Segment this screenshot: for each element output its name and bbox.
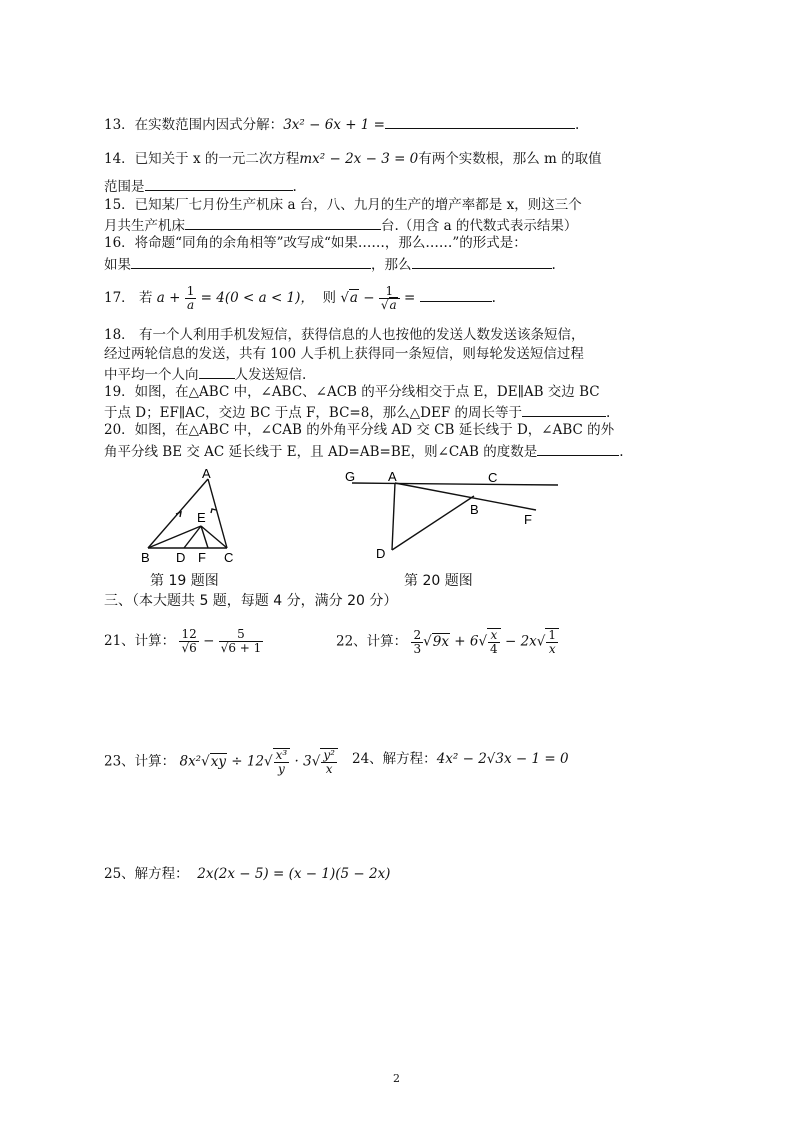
q15-line2b: 台.（用含 a 的代数式表示结果） bbox=[381, 218, 578, 234]
q15-line2a: 月共生产机床 bbox=[104, 218, 185, 234]
fig20-label-B: B bbox=[470, 502, 479, 517]
figure-20-caption: 第 20 题图 bbox=[404, 573, 473, 589]
fig20-label-C: C bbox=[488, 470, 498, 485]
q14-text-b: 有两个实数根，那么 m 的取值 bbox=[418, 151, 602, 167]
fig19-label-D: D bbox=[176, 550, 186, 565]
q13-answer-blank bbox=[385, 114, 575, 129]
q16-if: 如果 bbox=[104, 257, 131, 273]
question-20-line2 bbox=[104, 441, 624, 461]
q22-coef: $\frac{2}{3}$ bbox=[413, 627, 422, 656]
q24-expr: 4x² − 2√3x − 1 = 0 bbox=[436, 751, 569, 767]
q23-rad2: $\frac{\text{x³}}{y}$ bbox=[273, 748, 291, 776]
q21-label: 21、计算： bbox=[104, 633, 176, 649]
question-15-line2 bbox=[104, 215, 577, 235]
q23-label: 23、计算： bbox=[104, 753, 176, 770]
q22-label: 22、计算： bbox=[336, 633, 408, 650]
question-18-line3 bbox=[104, 364, 306, 384]
question-19-line1: 19．如图，在△ABC 中，∠ABC、∠ACB 的平分线相交于点 E，DE∥AB 交边 BC bbox=[104, 384, 600, 400]
question-14-line1 bbox=[104, 150, 602, 168]
section-3-header: 三、（本大题共 5 题，每题 4 分，满分 20 分） bbox=[104, 593, 398, 609]
question-16-line2 bbox=[104, 254, 556, 274]
q17-fraction-1-over-sqrt-a: $\frac{1}{√a}$ bbox=[379, 285, 400, 312]
q19-line2: 于点 D；EF∥AC，交边 BC 于点 F，BC=8，那么△DEF 的周长等于 bbox=[104, 405, 523, 421]
q17-end: . bbox=[491, 290, 496, 306]
q13-end: . bbox=[575, 117, 580, 133]
q17-expr-left: a + bbox=[156, 290, 181, 306]
page-number: 2 bbox=[393, 1072, 400, 1085]
fig19-label-F: F bbox=[198, 550, 206, 565]
fig20-label-D: D bbox=[376, 546, 386, 561]
q21-frac2: $\frac{5}{√6 + 1}$ bbox=[220, 627, 262, 655]
q23-dot: · 3 bbox=[294, 753, 312, 770]
q18-line3b: 人发送短信. bbox=[234, 367, 307, 383]
q17-answer-blank bbox=[420, 287, 492, 302]
q14-end: . bbox=[292, 179, 297, 195]
q16-end: . bbox=[551, 257, 556, 273]
q14-answer-blank bbox=[145, 176, 293, 191]
figure-19-caption: 第 19 题图 bbox=[150, 573, 219, 589]
q21-frac1: $\frac{12}{√6}$ bbox=[181, 627, 197, 655]
question-22: 22、计算： $\frac{2}{3}$ √9x + 6√ $\frac{x}{4}$ − 2x√ $\frac{1}{x}$ bbox=[336, 628, 559, 656]
question-16-line1: 16．将命题“同角的余角相等”改写成“如果……，那么……”的形式是： bbox=[104, 235, 527, 251]
q14-text: 14．已知关于 x 的一元二次方程 bbox=[104, 151, 300, 167]
q22-rad3: $\frac{1}{x}$ bbox=[545, 628, 559, 656]
q18-line3a: 中平均一个人向 bbox=[104, 367, 199, 383]
q17-equals: = bbox=[404, 290, 416, 306]
q24-label: 24、解方程： bbox=[352, 751, 437, 767]
fig19-label-A: A bbox=[202, 466, 211, 481]
q17-sqrt-a: √a − bbox=[340, 290, 375, 306]
q22-rad1: √9x bbox=[423, 633, 449, 650]
q17-label: 17． 若 bbox=[104, 290, 153, 306]
q20-end: . bbox=[619, 444, 624, 460]
fig20-label-G: G bbox=[345, 469, 356, 484]
q19-end: . bbox=[606, 405, 611, 421]
q22-minus: − 2x bbox=[504, 633, 537, 650]
q17-then: 则 bbox=[322, 290, 337, 306]
q25-label: 25、解方程： bbox=[104, 866, 189, 882]
q23-part1: 8x² bbox=[179, 753, 202, 770]
question-14-line2 bbox=[104, 176, 297, 196]
q19-answer-blank bbox=[522, 402, 606, 417]
q13-text: 13．在实数范围内因式分解： bbox=[104, 117, 284, 133]
fig19-label-B: B bbox=[141, 550, 150, 565]
q15-answer-blank bbox=[185, 215, 381, 230]
q25-expr: 2x(2x − 5) = (x − 1)(5 − 2x) bbox=[197, 866, 391, 882]
question-15-line1: 15．已知某厂七月份生产机床 a 台，八、九月的生产的增产率都是 x，则这三个 bbox=[104, 197, 582, 213]
q21-op: − bbox=[203, 633, 215, 649]
q14-expr: mx² − 2x − 3 = 0 bbox=[299, 151, 419, 167]
question-21 bbox=[104, 628, 263, 655]
q17-condition: = 4(0 < a < 1)， bbox=[200, 290, 314, 306]
fig20-label-F: F bbox=[524, 512, 532, 527]
q22-plus: + 6 bbox=[454, 633, 479, 650]
fig19-label-E: E bbox=[197, 510, 206, 525]
q20-answer-blank bbox=[537, 441, 619, 456]
figure-19 bbox=[136, 466, 248, 566]
q16-then: ，那么 bbox=[371, 257, 412, 273]
question-18-line1: 18． 有一个人利用手机发短信，获得信息的人也按他的发送人数发送该条短信， bbox=[104, 327, 585, 343]
question-13 bbox=[104, 114, 579, 134]
q18-answer-blank bbox=[199, 364, 235, 379]
q20-line2: 角平分线 BE 交 AC 延长线于 E，且 AD=AB=BE，则∠CAB 的度数是 bbox=[104, 444, 538, 460]
q13-expr: 3x² − 6x + 1 = bbox=[283, 117, 385, 133]
q17-fraction-1-over-a: $\frac{1}{a}$ bbox=[186, 284, 195, 312]
question-25 bbox=[104, 865, 390, 883]
question-17 bbox=[104, 285, 496, 312]
question-19-line2 bbox=[104, 402, 610, 422]
question-20-line1: 20．如图，在△ABC 中，∠CAB 的外角平分线 AD 交 CB 延长线于 D，∠ABC 的外 bbox=[104, 422, 615, 438]
figure-20 bbox=[340, 466, 570, 566]
q23-rad1: √xy bbox=[201, 753, 226, 770]
fig20-label-A: A bbox=[388, 469, 397, 484]
q14-line2: 范围是 bbox=[104, 179, 145, 195]
fig19-label-C: C bbox=[224, 550, 234, 565]
q23-rad3: $\frac{\text{y²}}{x}$ bbox=[320, 748, 338, 776]
q22-rad2: $\frac{x}{4}$ bbox=[487, 628, 501, 656]
question-23: 23、计算： 8x²√xy ÷ 12√ $\frac{\text{x³}}{y}$ · 3√ $\frac{\text{y²}}{x}$ bbox=[104, 748, 338, 776]
q23-div: ÷ 12 bbox=[231, 753, 265, 770]
question-24 bbox=[352, 750, 569, 768]
question-18-line2: 经过两轮信息的发送，共有 100 人手机上获得同一条短信，则每轮发送短信过程 bbox=[104, 346, 584, 362]
q16-then-blank bbox=[412, 254, 552, 269]
q16-if-blank bbox=[131, 254, 371, 269]
